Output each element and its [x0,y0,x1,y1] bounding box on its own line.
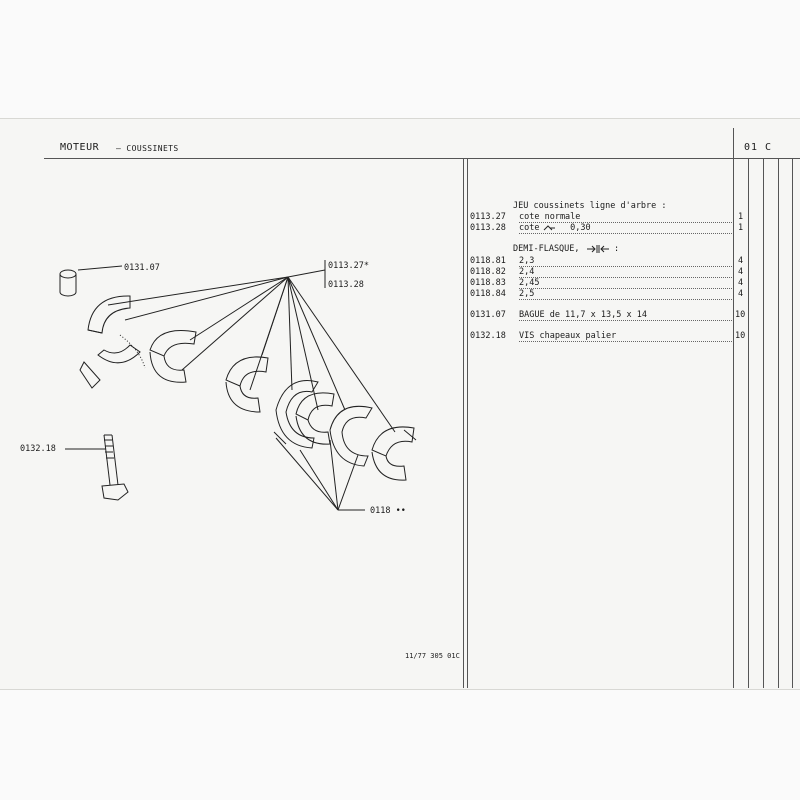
qty-column-rule [748,158,749,688]
part-desc: cote 0,30 [519,223,591,233]
part-qty: 4 [738,278,744,288]
column-divider [467,158,468,688]
part-ref: 0118.83 [470,278,506,288]
thickness-symbol-icon [586,244,610,254]
qty-column-rule [778,158,779,688]
column-divider [463,158,464,688]
bearing-shell [226,357,268,412]
part-qty: 10 [735,331,746,341]
part-qty: 1 [738,223,744,233]
callout-vis: 0132.18 [20,444,56,454]
demi-flasque-part [330,406,372,466]
bearing-shell [296,393,334,444]
part-qty: 1 [738,212,744,222]
part-ref: 0131.07 [470,310,506,320]
bague-part [60,270,76,296]
part-ref: 0132.18 [470,331,506,341]
part-ref: 0118.82 [470,267,506,277]
bearing-shell [372,427,416,480]
bearing-shell [150,330,196,382]
callout-coussinet-cote: 0113.28 [328,280,364,290]
qty-column-rule [733,128,734,688]
document-reference: 11/77 305 01C [405,652,460,660]
part-desc: BAGUE de 11,7 x 13,5 x 14 [519,310,647,320]
vis-part [102,435,128,500]
group-title-demi-flasque: DEMI-FLASQUE, [513,244,580,254]
callout-bague: 0131.07 [124,263,160,273]
callout-coussinet-normal: 0113.27* [328,261,369,271]
part-ref: 0118.81 [470,256,506,266]
oversize-symbol-icon [543,224,557,232]
part-desc: 2,45 [519,278,540,288]
group-title-colon: : [614,244,620,254]
dot-leader [519,265,732,267]
part-qty: 10 [735,310,746,320]
dot-leader [519,287,732,289]
part-qty: 4 [738,267,744,277]
part-qty: 4 [738,289,744,299]
page-subtitle: – COUSSINETS [116,144,179,153]
part-desc: cote normale [519,212,581,222]
part-ref: 0113.27 [470,212,506,222]
group-title-jeu: JEU coussinets ligne d'arbre : [513,201,667,211]
dot-leader [519,276,732,278]
dot-leader [519,298,732,300]
page-title: MOTEUR [60,142,100,153]
exploded-diagram [0,0,463,690]
qty-column-rule [792,158,793,688]
part-qty: 4 [738,256,744,266]
bearing-shell [80,296,145,388]
page-code: 01 C [744,142,773,153]
qty-column-rule [763,158,764,688]
part-desc: VIS chapeaux palier [519,331,617,341]
part-desc: 2,5 [519,289,535,299]
part-ref: 0118.84 [470,289,506,299]
part-desc: 2,3 [519,256,535,266]
part-desc: 2,4 [519,267,535,277]
callout-demi-flasque: 0118 •• [370,506,406,516]
part-ref: 0113.28 [470,223,506,233]
